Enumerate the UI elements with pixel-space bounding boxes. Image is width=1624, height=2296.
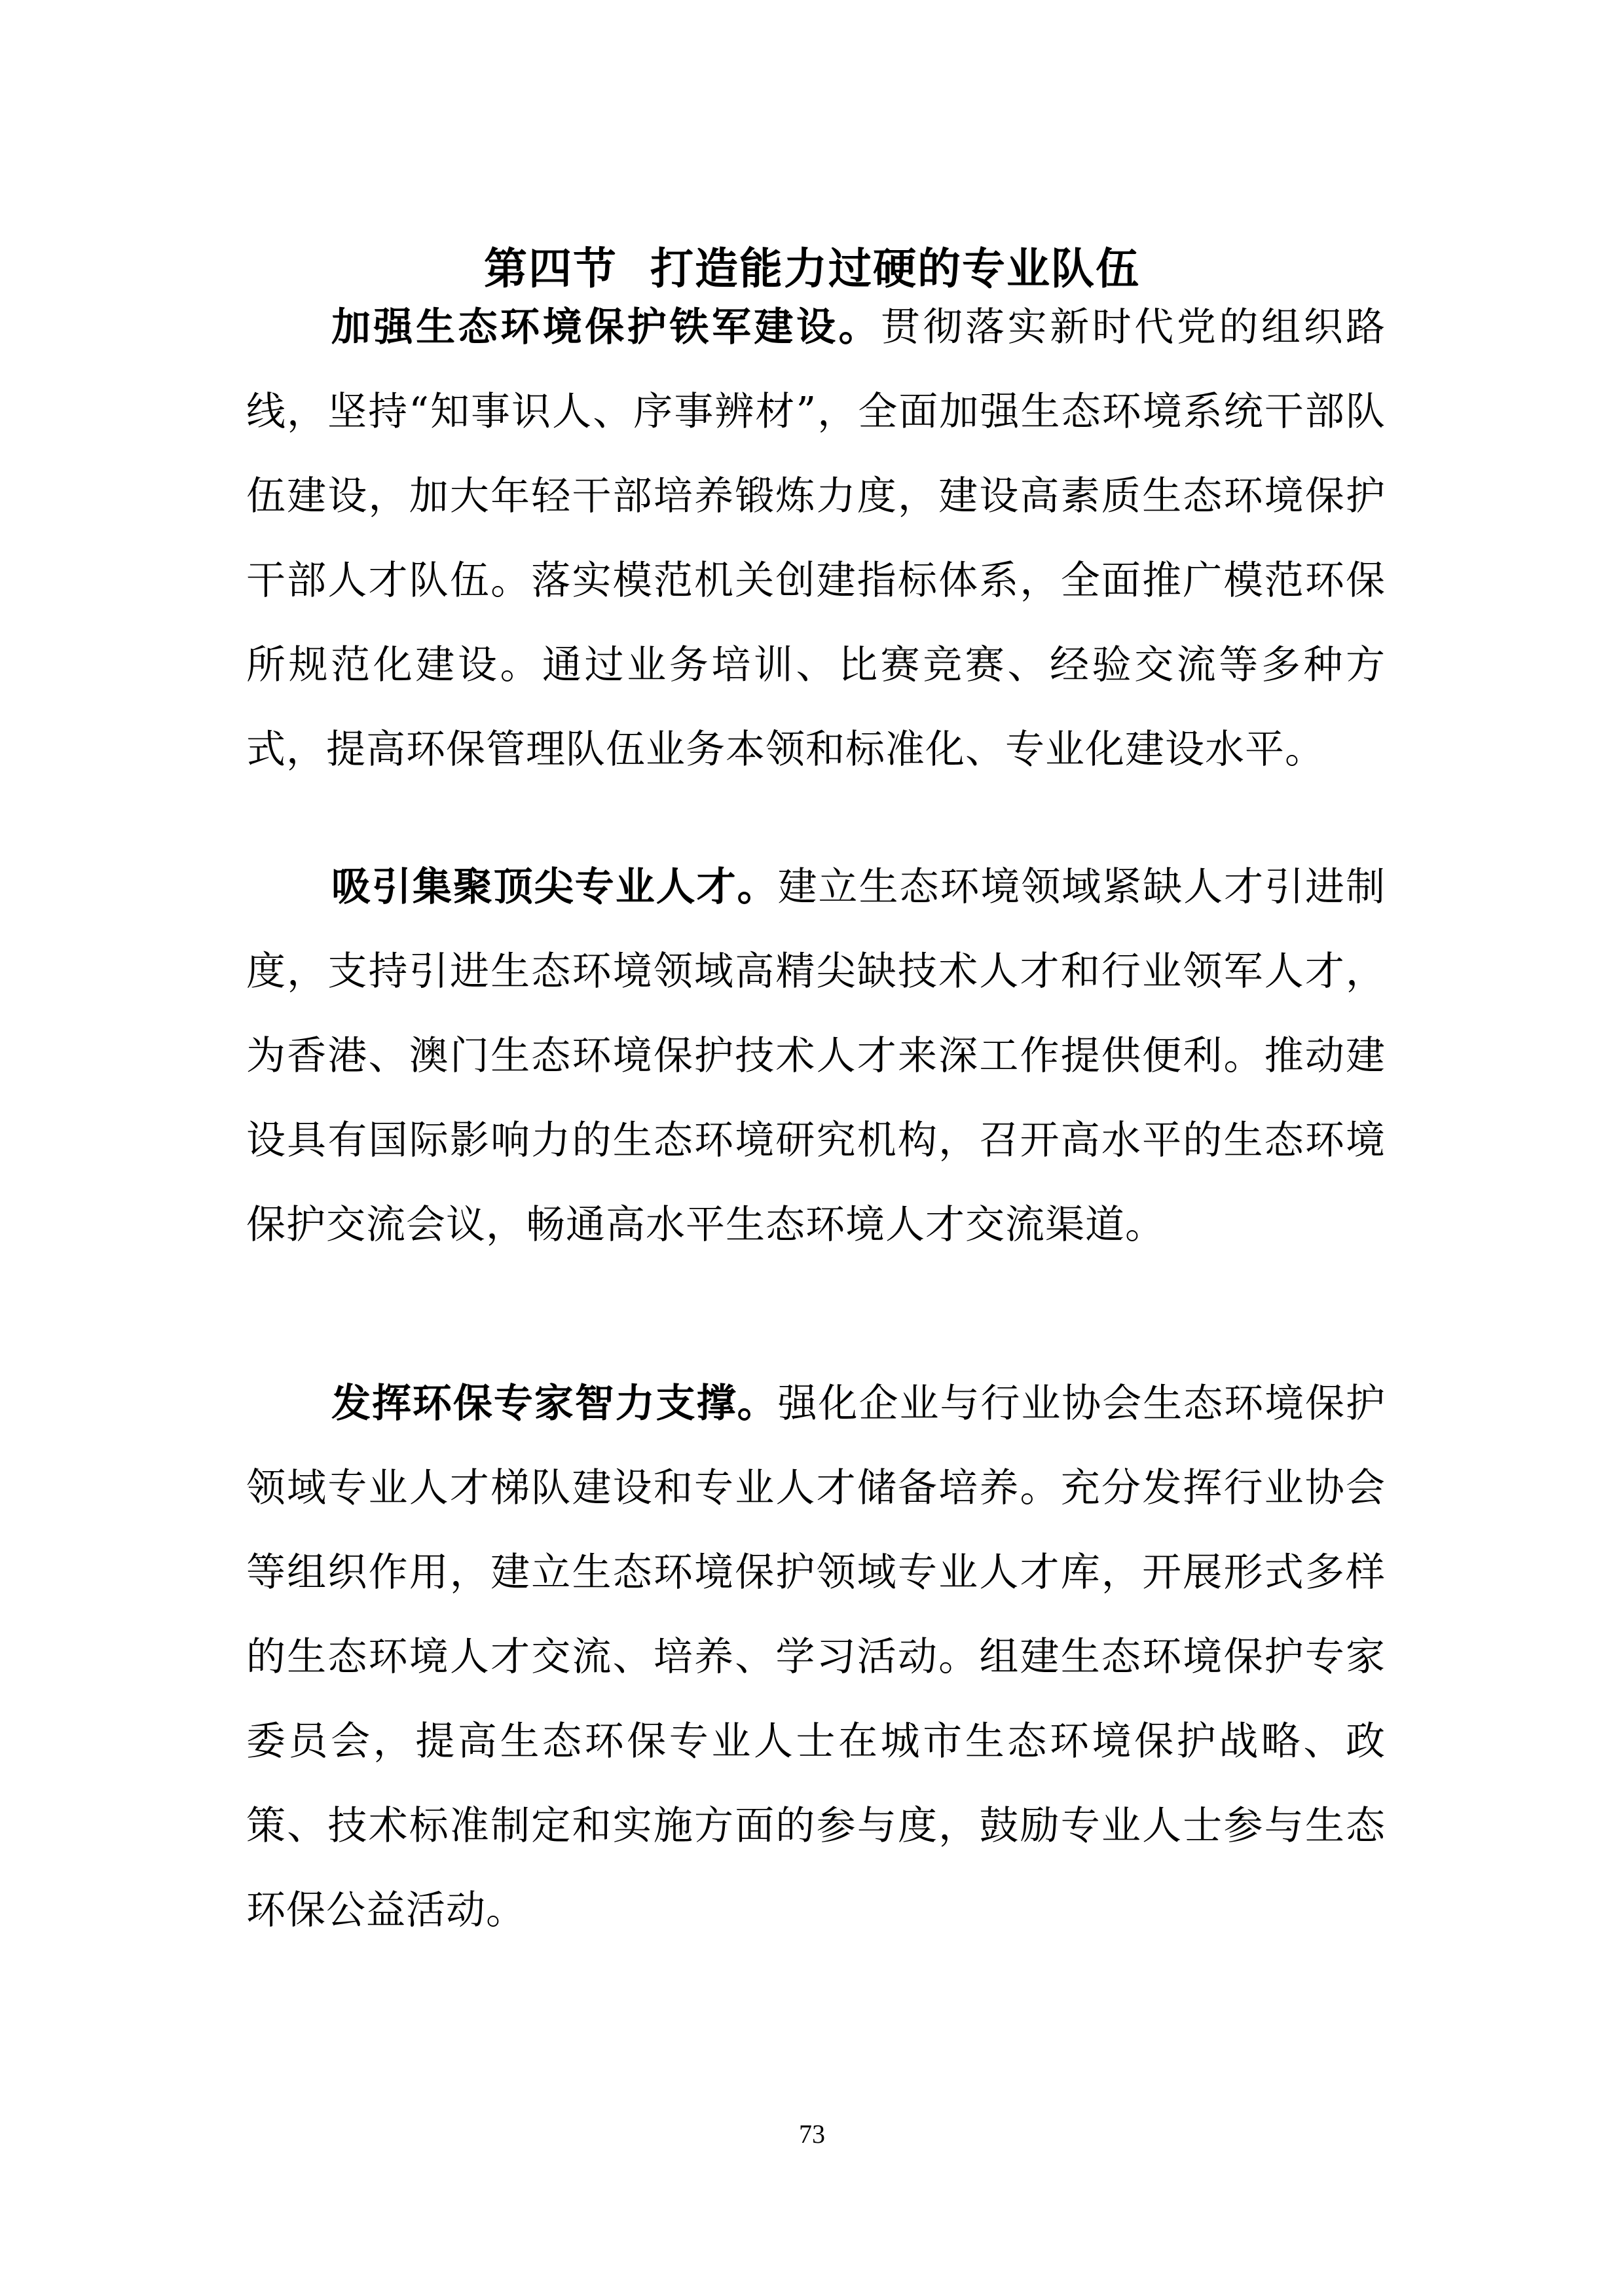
paragraph-lead: 吸引集聚顶尖专业人才。 <box>331 864 778 910</box>
section-heading-text: 打造能力过硬的专业队伍 <box>650 243 1140 295</box>
paragraph-expert-support <box>246 1362 1386 1953</box>
paragraph-lead: 发挥环保专家智力支撑。 <box>331 1381 778 1427</box>
page-number: 73 <box>799 2119 825 2149</box>
paragraph-body: 建立生态环境领域紧缺人才引进制度，支持引进生态环境领域高精尖缺技术人才和行业领军人才，为香港、澳门生态环境保护技术人才来深工作提供便利。推动建设具有国际影响力的生态环境研究机构，召开高水平的生态环境保护交流会议，畅通高水平生态环境人才交流渠道。 <box>246 864 1386 1248</box>
section-number: 第四节 <box>484 243 618 295</box>
paragraph-top-talent <box>246 845 1386 1267</box>
paragraph-iron-army <box>246 285 1386 792</box>
paragraph-body: 强化企业与行业协会生态环境保护领域专业人才梯队建设和专业人才储备培养。充分发挥行业协会等组织作用，建立生态环境保护领域专业人才库，开展形式多样的生态环境人才交流、培养、学习活动。组建生态环境保护专家委员会，提高生态环保专业人士在城市生态环境保护战略、政策、技术标准制定和实施方面的参与度，鼓励专业人士参与生态环保公益活动。 <box>246 1381 1386 1933</box>
paragraph-body: 贯彻落实新时代党的组织路线，坚持“知事识人、序事辨材”，全面加强生态环境系统干部队伍建设，加大年轻干部培养锻炼力度，建设高素质生态环境保护干部人才队伍。落实模范机关创建指标体系，全面推广模范环保所规范化建设。通过业务培训、比赛竞赛、经验交流等多种方式，提高环保管理队伍业务本领和标准化、专业化建设水平。 <box>246 304 1386 773</box>
paragraph-lead: 加强生态环境保护铁军建设。 <box>331 304 881 350</box>
